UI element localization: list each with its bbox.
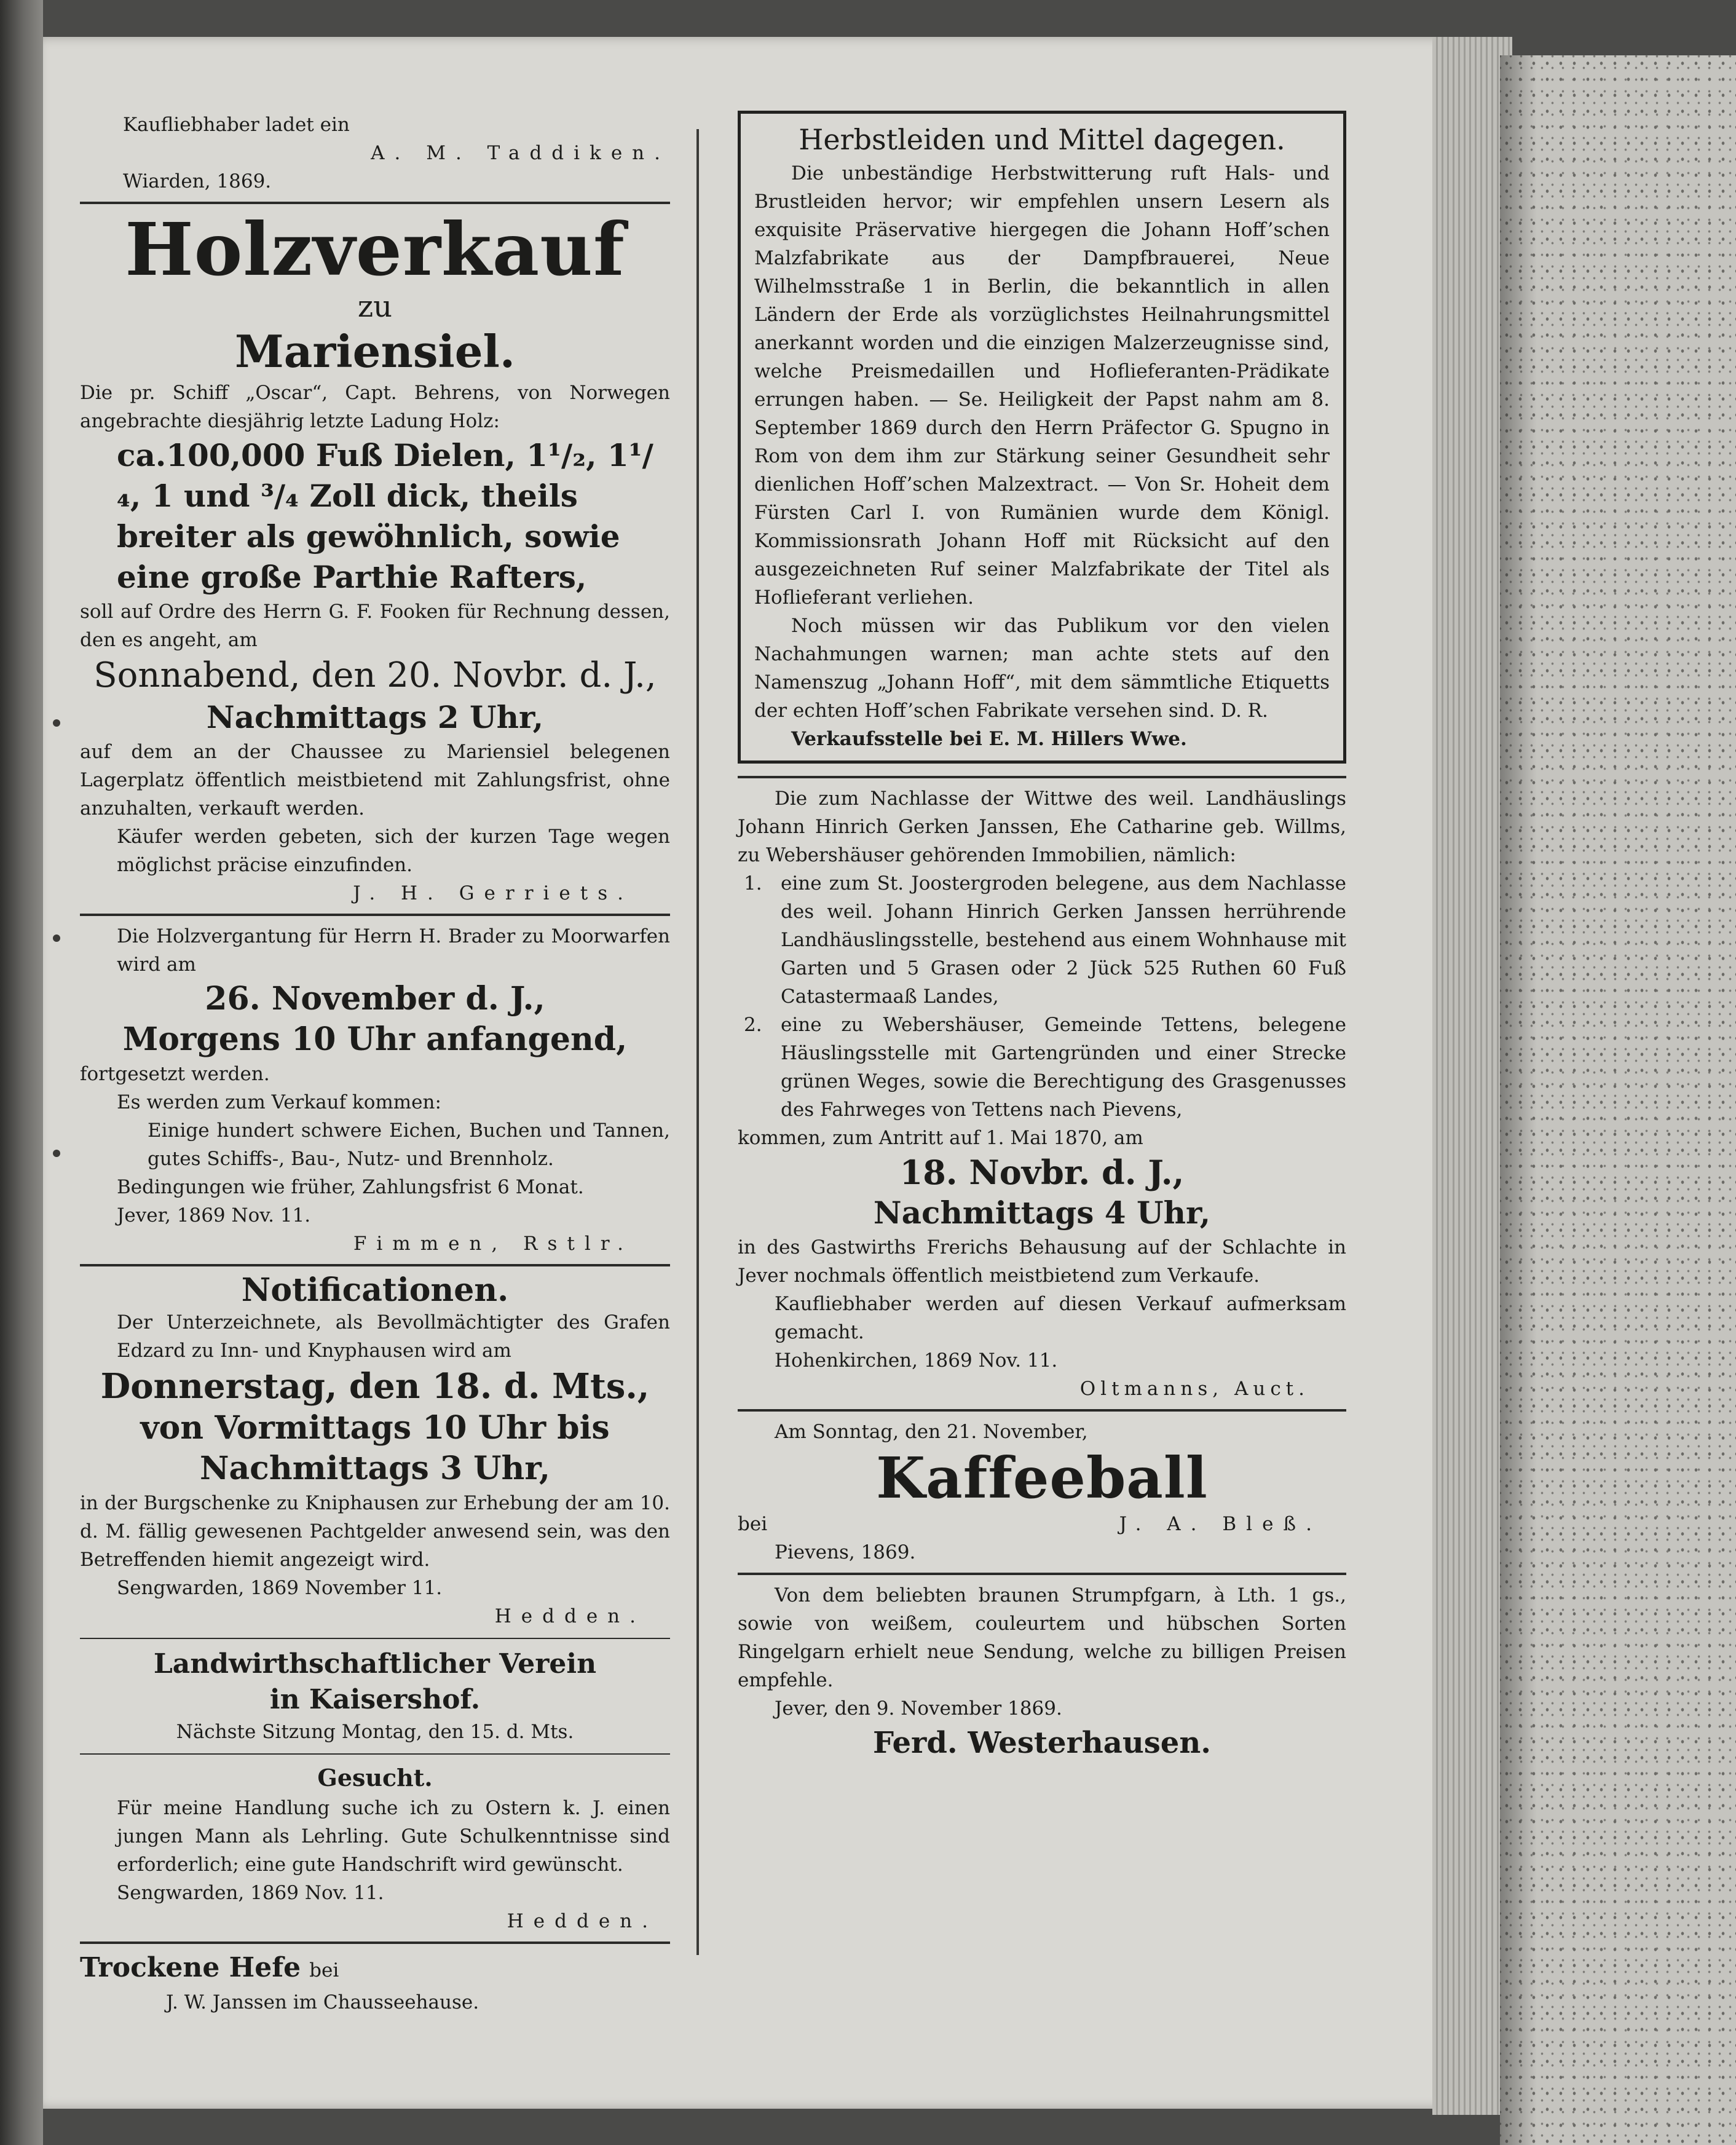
ad-text: kommen, zum Antritt auf 1. Mai 1870, am <box>738 1127 1143 1149</box>
ad-date: Donnerstag, den 18. d. Mts., <box>100 1366 650 1407</box>
place-date: Jever, den 9. November 1869. <box>775 1697 1062 1720</box>
ad-title: Holzverkauf <box>125 207 625 292</box>
ad-text: fortgesetzt werden. <box>80 1063 270 1085</box>
ad-title: Landwirthschaftlicher Verein <box>153 1648 597 1680</box>
ad-time: Nachmittags 4 Uhr, <box>873 1195 1211 1231</box>
ad-subtitle: in Kaisershof. <box>269 1684 481 1715</box>
column-divider <box>696 129 699 1955</box>
ad-kaffeeball <box>738 1418 1346 1566</box>
ad-text: Bedingungen wie früher, Zahlungsfrist 6 Monat. <box>117 1176 584 1198</box>
ad-text: Nächste Sitzung Montag, den 15. d. Mts. <box>176 1721 574 1743</box>
ad-date: 18. Novbr. d. J., <box>899 1153 1185 1192</box>
ad-title: Herbstleiden und Mittel dagegen. <box>799 123 1285 156</box>
ad-text: bei <box>738 1513 768 1535</box>
signature: Ferd. Westerhausen. <box>873 1726 1211 1760</box>
place-date: Wiarden, 1869. <box>123 170 272 192</box>
ad-text: Es werden zum Verkauf kommen: <box>117 1091 441 1113</box>
item-text: eine zu Webershäuser, Gemeinde Tettens, belegene Häuslingsstelle mit Gartengründen und einer Strecke grünen Weges, sowie die Berechtigung des Grasgenusses des Fahrweges von Tettens nach Pievens, <box>781 1014 1346 1121</box>
signature: A. M. Taddiken. <box>371 142 670 164</box>
ad-text: J. W. Janssen im Chausseehause. <box>166 1991 479 2013</box>
signature: Fimmen, Rstlr. <box>353 1233 633 1255</box>
ad-garn <box>738 1581 1346 1763</box>
ad-text: Käufer werden gebeten, sich der kurzen Tage wegen möglichst präcise einzufinden. <box>117 826 670 876</box>
signature: Hedden. <box>507 1910 658 1932</box>
ad-title: Notificationen. <box>241 1271 509 1309</box>
signature: Hedden. <box>494 1605 645 1627</box>
ad-text: Der Unterzeichnete, als Bevollmächtigter des Grafen Edzard zu Inn- und Knyphausen wird am <box>117 1311 670 1362</box>
ad-holzvergantung <box>80 922 670 1258</box>
right-column <box>738 111 1346 1763</box>
separator <box>80 1753 670 1755</box>
item-text: eine zum St. Joostergroden belegene, aus dem Nachlasse des weil. Johann Hinrich Gerken Janssen herrührende Landhäuslingsstelle, bestehend aus einem Wohnhause mit Garten und 5 Grasen oder 2 Jück 525 Ruthen 60 Fuß Catastermaaß Landes, <box>781 872 1346 1008</box>
separator <box>80 1638 670 1639</box>
ad-time: Nachmittags 2 Uhr, <box>206 699 544 735</box>
separator <box>738 776 1346 778</box>
ad-text: Die Holzvergantung für Herrn H. Brader zu Moorwarfen wird am <box>117 925 670 976</box>
ad-text: Am Sonntag, den 21. November, <box>775 1421 1088 1443</box>
ad-title: Kaffeeball <box>876 1445 1208 1511</box>
property-list <box>738 869 1346 1124</box>
ad-highlight: ca.100,000 Fuß Dielen, 1¹/₂, 1¹/₄, 1 und ³/₄ Zoll dick, theils breiter als gewöhnlich, sowie eine große Parthie Rafters, <box>117 437 653 595</box>
ad-date: 26. November d. J., <box>205 980 545 1017</box>
ad-time: Morgens 10 Uhr anfangend, <box>122 1021 628 1058</box>
ad-text: Die zum Nachlasse der Wittwe des weil. Landhäuslings Johann Hinrich Gerken Janssen, Ehe Catharine geb. Willms, zu Webershäuser gehörenden Immobilien, nämlich: <box>738 788 1346 866</box>
ad-verein <box>80 1646 670 1746</box>
place-date: Jever, 1869 Nov. 11. <box>117 1204 311 1227</box>
signature: Oltmanns, Auct. <box>1079 1378 1309 1400</box>
ad-nachlass <box>738 784 1346 1403</box>
signature: J. A. Bleß. <box>1119 1513 1322 1535</box>
ad-text: Von dem beliebten braunen Strumpfgarn, à Lth. 1 gs., sowie von weißem, couleurtem und hübschen Sorten Ringelgarn erhielt neue Sendung, welche zu billigen Preisen empfehle. <box>738 1584 1346 1691</box>
list-item <box>744 1011 1346 1124</box>
ad-text: bei <box>309 1959 339 1981</box>
ad-text: Die unbeständige Herbstwitterung ruft Hals- und Brustleiden hervor; wir empfehlen unsern Lesern als exquisite Präservative hiergegen die Johann Hoff’schen Malzfabrikate aus der Dampfbrauerei, Neue Wilhelmsstraße 1 in Berlin, die bekanntlich in allen Ländern der Erde als vorzüglichstes Heilnahrungsmittel anerkannt worden und die einzigen Malzerzeugnisse sind, welche Preismedaillen und Hoflieferanten-Prädikate errungen haben. — Se. Heiligkeit der Papst nahm am 8. September 1869 durch den Herrn Präfector G. Spugno in Rom von dem ihm zur Stärkung seiner Gesundheit sehr dienlichen Hoff’schen Malzextract. — Von Sr. Hoheit dem Fürsten Carl I. von Rumänien wurde dem Königl. Kommissionsrath Johann Hoff mit Rücksicht auf den ausgezeichneten Ruf seiner Malzfabrikate der Titel als Hoflieferant verliehen. <box>754 162 1330 609</box>
ad-text: auf dem an der Chaussee zu Mariensiel belegenen Lagerplatz öffentlich meistbietend mit Zahlungsfrist, ohne anzuhalten, verkauft werden. <box>80 741 670 820</box>
place-date: Pievens, 1869. <box>775 1541 916 1563</box>
ad-text: in des Gastwirths Frerichs Behausung auf der Schlachte in Jever nochmals öffentlich meistbietend zum Verkaufe. <box>738 1236 1346 1287</box>
place-date: Sengwarden, 1869 Nov. 11. <box>117 1882 384 1904</box>
ad-text: zu <box>357 290 393 324</box>
separator <box>738 1573 1346 1575</box>
ad-date: Sonnabend, den 20. Novbr. d. J., <box>93 655 657 695</box>
ad-holzverkauf <box>80 207 670 907</box>
ad-place: Mariensiel. <box>235 325 515 377</box>
separator <box>80 202 670 204</box>
ad-time: von Vormittags 10 Uhr bis Nachmittags 3 Uhr, <box>140 1409 610 1487</box>
separator <box>738 1409 1346 1412</box>
separator <box>80 1942 670 1944</box>
adjacent-page-sliver <box>0 0 43 2145</box>
ad-text: Kaufliebhaber werden auf diesen Verkauf aufmerksam gemacht. <box>775 1293 1346 1343</box>
ad-gesucht <box>80 1762 670 1935</box>
signature: J. H. Gerriets. <box>353 882 633 904</box>
ad-text: Einige hundert schwere Eichen, Buchen und Tannen, gutes Schiffs-, Bau-, Nutz- und Brennholz. <box>148 1120 670 1170</box>
list-item <box>744 869 1346 1011</box>
ad-herbstleiden <box>738 111 1346 764</box>
ad-text: Verkaufsstelle bei E. M. Hillers Wwe. <box>791 728 1187 750</box>
ad-title: Gesucht. <box>317 1764 433 1791</box>
ad-text: soll auf Ordre des Herrn G. F. Fooken für Rechnung dessen, den es angeht, am <box>80 601 670 651</box>
separator <box>80 914 670 916</box>
item-number: 1. <box>744 872 762 895</box>
place-date: Sengwarden, 1869 November 11. <box>117 1577 443 1599</box>
place-date: Hohenkirchen, 1869 Nov. 11. <box>775 1349 1058 1372</box>
ad-hefe <box>80 1950 670 2017</box>
ad-text: Noch müssen wir das Publikum vor den vielen Nachahmungen warnen; man achte stets auf den Namenszug „Johann Hoff“, mit dem sämmtliche Etiquetts der echten Hoff’schen Fabrikate versehen sind. D. R. <box>754 615 1330 722</box>
ad-text: in der Burgschenke zu Kniphausen zur Erhebung der am 10. d. M. fällig gewesenen Pachtgelder anwesend sein, was den Betreffenden hiemit angezeigt wird. <box>80 1492 670 1571</box>
ad-title: Trockene Hefe <box>80 1952 301 1983</box>
left-column <box>80 111 670 2017</box>
item-number: 2. <box>744 1014 762 1036</box>
ad-text: Die pr. Schiff „Oscar“, Capt. Behrens, von Norwegen angebrachte diesjährig letzte Ladung Holz: <box>80 382 670 432</box>
ad-taddiken <box>80 111 670 196</box>
separator <box>80 1264 670 1266</box>
ad-text: Für meine Handlung suche ich zu Ostern k. J. einen jungen Mann als Lehrling. Gute Schulkenntnisse sind erforderlich; eine gute Handschrift wird gewünscht. <box>117 1797 670 1876</box>
ad-text: Kaufliebhaber ladet ein <box>123 114 350 136</box>
ad-notificationen <box>80 1273 670 1630</box>
